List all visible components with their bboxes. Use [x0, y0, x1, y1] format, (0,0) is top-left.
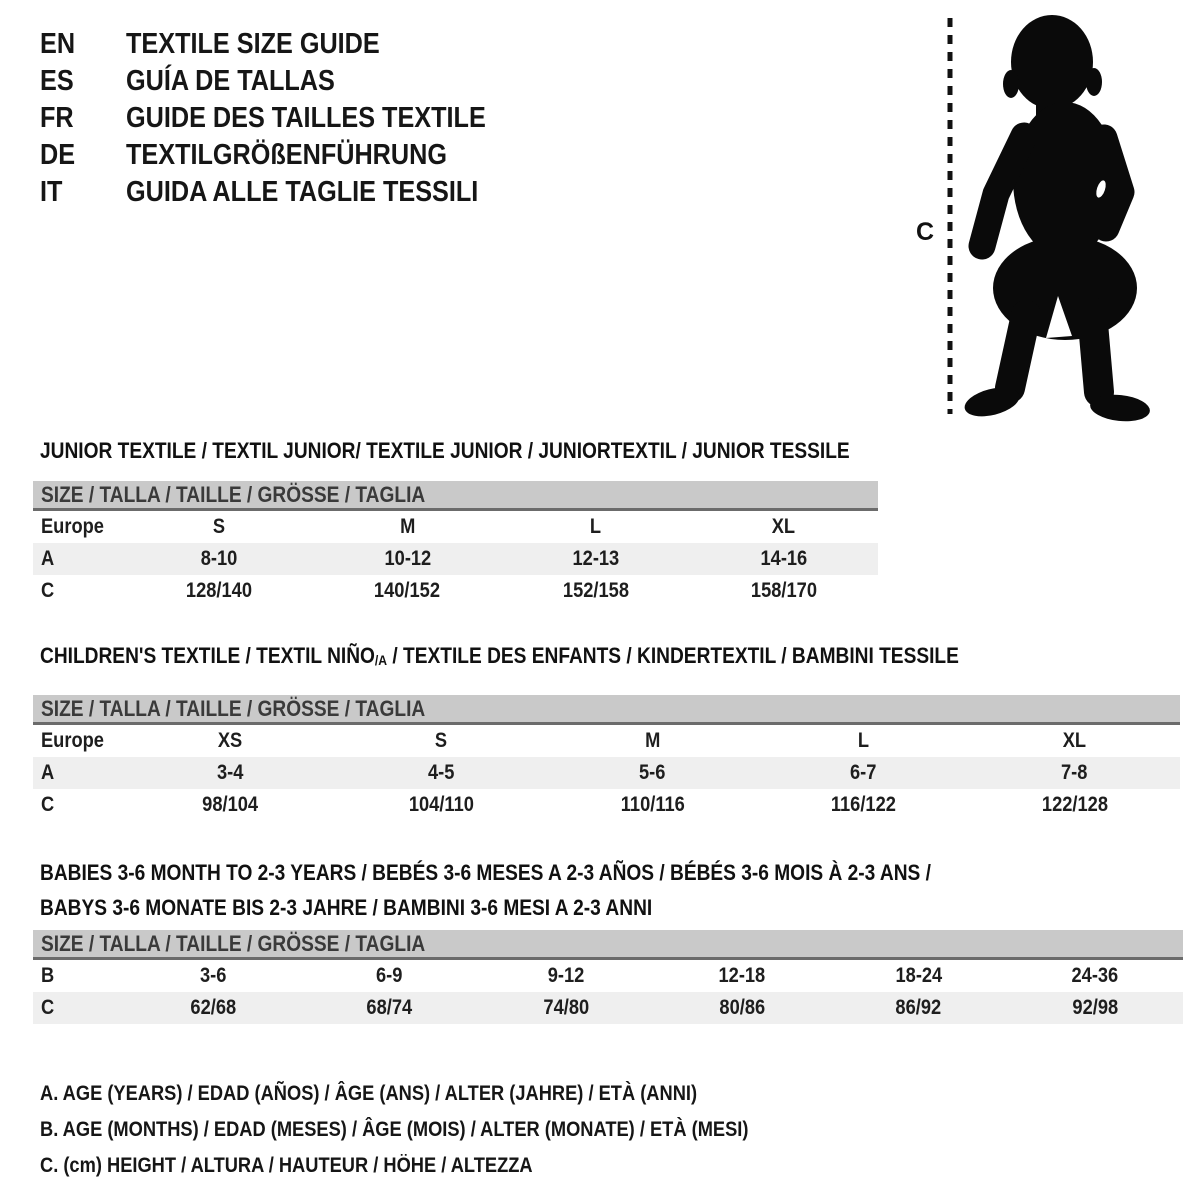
- toddler-silhouette-figure: [900, 0, 1200, 440]
- age-cell: 9-12: [547, 964, 585, 987]
- junior-section: [33, 438, 878, 607]
- legend: [40, 1076, 854, 1184]
- language-code: ES: [40, 65, 74, 97]
- language-row: [40, 26, 540, 63]
- row-label: A: [41, 547, 55, 570]
- language-title: TEXTILE SIZE GUIDE: [126, 28, 380, 60]
- row-label: A: [41, 761, 55, 784]
- age-cell: 3-6: [199, 964, 227, 987]
- size-cell: S: [213, 515, 226, 538]
- age-cell: 3-4: [217, 761, 244, 784]
- height-cell: 128/140: [186, 579, 253, 602]
- legend-line-a: A. AGE (YEARS) / EDAD (AÑOS) / ÂGE (ANS) / ALTER (JAHRE) / ETÀ (ANNI): [40, 1082, 698, 1105]
- size-table-header: SIZE / TALLA / TAILLE / GRÖSSE / TAGLIA: [33, 930, 1183, 960]
- size-cell: XL: [772, 515, 796, 538]
- language-code: FR: [40, 102, 74, 134]
- language-title: TEXTILGRÖßENFÜHRUNG: [126, 139, 448, 171]
- language-title: GUIDA ALLE TAGLIE TESSILI: [126, 176, 479, 208]
- babies-section-heading-line2: BABYS 3-6 MONATE BIS 2-3 JAHRE / BAMBINI 3-6 MESI A 2-3 ANNI: [40, 895, 653, 920]
- language-row: [40, 63, 540, 100]
- row-label: Europe: [41, 515, 104, 538]
- nino-a-subscript: /A: [374, 652, 388, 668]
- table-row-height: [33, 789, 1180, 821]
- height-cell: 80/86: [719, 996, 766, 1019]
- size-cell: XL: [1062, 729, 1087, 752]
- height-measure-figure: [900, 0, 1200, 440]
- junior-section-heading: JUNIOR TEXTILE / TEXTIL JUNIOR/ TEXTILE JUNIOR / JUNIORTEXTIL / JUNIOR TESSILE: [40, 438, 850, 463]
- age-cell: 5-6: [639, 761, 666, 784]
- age-cell: 18-24: [895, 964, 942, 987]
- size-cell: M: [399, 515, 415, 538]
- language-title-list: [40, 26, 540, 211]
- table-row-europe: [33, 725, 1180, 757]
- table-row-age-months: [33, 960, 1183, 992]
- table-row-age: [33, 757, 1180, 789]
- babies-size-table: [33, 930, 1183, 1024]
- age-cell: 24-36: [1071, 964, 1119, 987]
- language-code: EN: [40, 28, 76, 60]
- age-cell: 12-13: [572, 547, 619, 570]
- table-row-height: [33, 992, 1183, 1024]
- height-cell: 152/158: [562, 579, 629, 602]
- language-title: GUIDE DES TAILLES TEXTILE: [126, 102, 486, 134]
- height-cell: 62/68: [190, 996, 237, 1019]
- size-table-header: SIZE / TALLA / TAILLE / GRÖSSE / TAGLIA: [33, 481, 878, 511]
- babies-section: [33, 855, 1183, 1024]
- age-cell: 12-18: [718, 964, 766, 987]
- legend-line-b: B. AGE (MONTHS) / EDAD (MESES) / ÂGE (MOIS) / ALTER (MONATE) / ETÀ (MESI): [40, 1118, 749, 1141]
- size-cell: M: [644, 729, 661, 752]
- children-section-heading: CHILDREN'S TEXTILE / TEXTIL NIÑO/A / TEXTILE DES ENFANTS / KINDERTEXTIL / BAMBINI TESSILE: [40, 643, 959, 668]
- toddler-silhouette: [962, 15, 1152, 424]
- size-cell: S: [435, 729, 448, 752]
- row-label: C: [41, 793, 55, 816]
- language-row: [40, 174, 540, 211]
- height-cell: 158/170: [750, 579, 817, 602]
- height-cell: 92/98: [1071, 996, 1118, 1019]
- age-cell: 7-8: [1061, 761, 1088, 784]
- language-row: [40, 137, 540, 174]
- children-size-table: [33, 695, 1180, 821]
- height-cell: 140/152: [374, 579, 441, 602]
- height-cell: 122/128: [1041, 793, 1108, 816]
- language-row: [40, 100, 540, 137]
- height-cell: 110/116: [620, 793, 685, 816]
- junior-size-table: [33, 481, 878, 607]
- height-cell: 104/110: [408, 793, 475, 816]
- age-cell: 8-10: [200, 547, 238, 570]
- height-cell: 68/74: [366, 996, 413, 1019]
- table-row-height: [33, 575, 878, 607]
- row-label: B: [41, 964, 55, 987]
- height-cell: 98/104: [202, 793, 259, 816]
- height-cell: 74/80: [542, 996, 589, 1019]
- age-cell: 4-5: [428, 761, 455, 784]
- language-code: DE: [40, 139, 76, 171]
- age-cell: 6-7: [850, 761, 877, 784]
- table-row-age: [33, 543, 878, 575]
- babies-section-heading-line1: BABIES 3-6 MONTH TO 2-3 YEARS / BEBÉS 3-6 MESES A 2-3 AÑOS / BÉBÉS 3-6 MOIS À 2-3 ANS /: [40, 860, 931, 885]
- size-cell: L: [590, 515, 602, 538]
- size-cell: XS: [218, 729, 243, 752]
- row-label: Europe: [41, 729, 104, 752]
- age-cell: 10-12: [384, 547, 431, 570]
- size-table-header: SIZE / TALLA / TAILLE / GRÖSSE / TAGLIA: [33, 695, 1180, 725]
- row-label: C: [41, 579, 55, 602]
- height-cell: 86/92: [895, 996, 942, 1019]
- children-section: [33, 643, 1180, 821]
- legend-line-c: C. (cm) HEIGHT / ALTURA / HAUTEUR / HÖHE / ALTEZZA: [40, 1154, 533, 1177]
- table-row-europe: [33, 511, 878, 543]
- height-label: C: [916, 218, 935, 246]
- language-code: IT: [40, 176, 63, 208]
- row-label: C: [41, 996, 55, 1019]
- language-title: GUÍA DE TALLAS: [126, 65, 335, 97]
- height-cell: 116/122: [830, 793, 897, 816]
- age-cell: 14-16: [760, 547, 808, 570]
- size-cell: L: [857, 729, 870, 752]
- age-cell: 6-9: [376, 964, 403, 987]
